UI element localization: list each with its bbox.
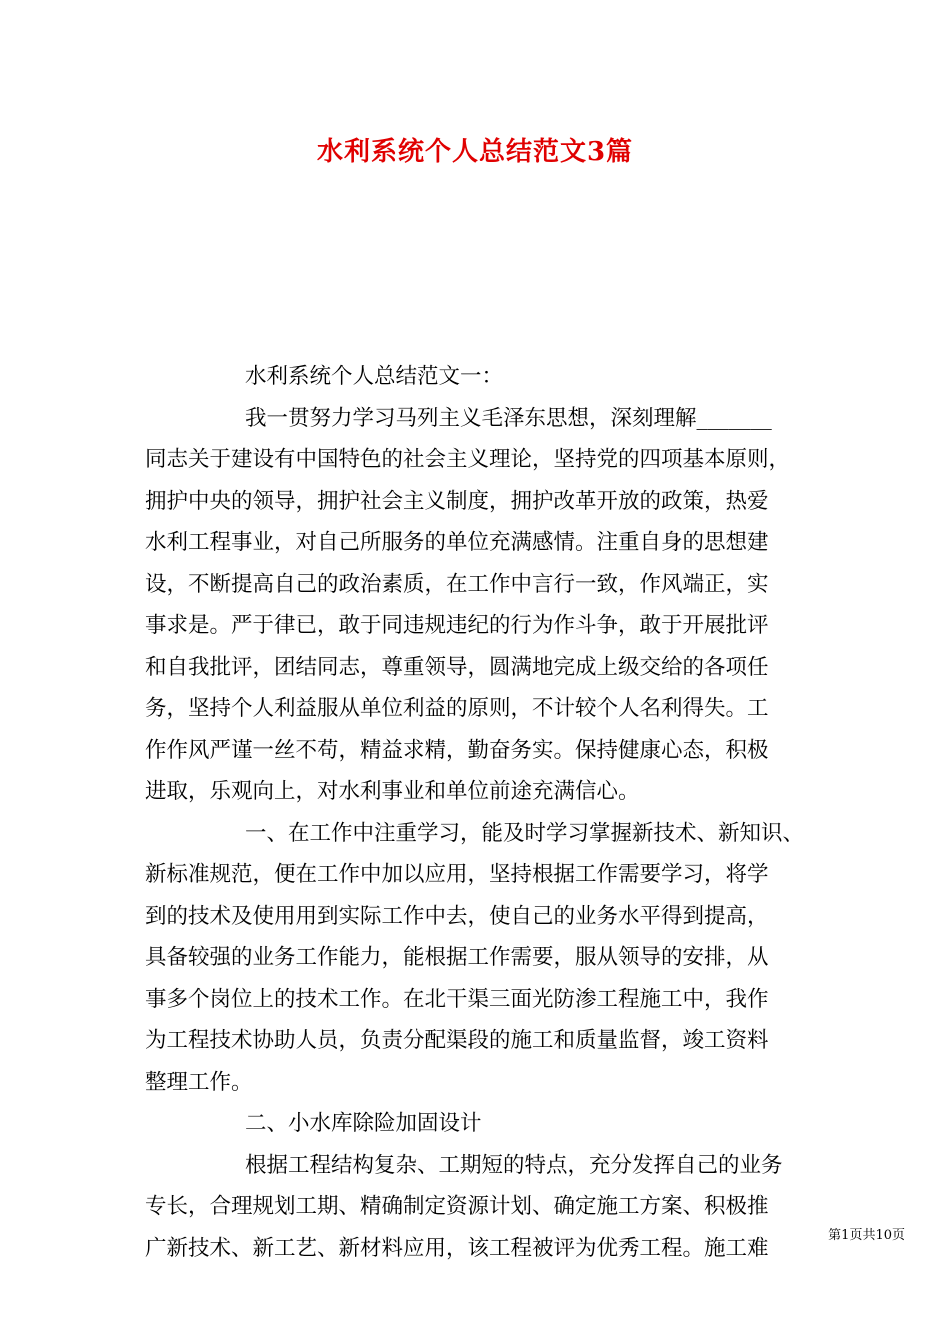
section-heading: 水利系统个人总结范文一：	[245, 364, 504, 389]
text-line: 我一贯努力学习马列主义毛泽东思想，深刻理解_______	[245, 405, 772, 431]
document-title: 水利系统个人总结范文3篇	[316, 137, 634, 167]
section-2-heading: 二、小水库除险加固设计	[245, 1111, 482, 1136]
page-number-footer: 第1页共10页	[828, 1228, 905, 1243]
text-line: 广新技术、新工艺、新材料应用，该工程被评为优秀工程。施工难	[145, 1235, 769, 1261]
paragraph-1	[145, 398, 813, 813]
text-line: 拥护中央的领导，拥护社会主义制度，拥护改革开放的政策，热爱	[145, 488, 769, 514]
text-line: 根据工程结构复杂、工期短的特点，充分发挥自己的业务	[245, 1152, 783, 1178]
text-line: 设，不断提高自己的政治素质，在工作中言行一致，作风端正，实	[145, 571, 769, 597]
text-line: 水利工程事业，对自己所服务的单位充满感情。注重自身的思想建	[145, 530, 769, 555]
text-line: 事求是。严于律已，敢于同违规违纪的行为作斗争，敢于开展批评	[145, 613, 769, 638]
text-line: 新标准规范，便在工作中加以应用，坚持根据工作需要学习，将学	[145, 862, 769, 887]
document-body	[145, 356, 813, 1269]
text-line: 务，坚持个人利益服从单位利益的原则，不计较个人名利得失。工	[145, 696, 769, 721]
text-line: 作作风严谨一丝不苟，精益求精，勤奋务实。保持健康心态，积极	[145, 737, 769, 763]
paragraph-2	[145, 813, 813, 1104]
text-line: 整理工作。	[145, 1069, 253, 1095]
text-line: 同志关于建设有中国特色的社会主义理论，坚持党的四项基本原则，	[145, 447, 791, 472]
text-line: 专长，合理规划工期、精确制定资源计划、确定施工方案、积极推	[145, 1194, 769, 1219]
paragraph-3	[145, 1145, 813, 1270]
text-line: 进取，乐观向上，对水利事业和单位前途充满信心。	[145, 779, 640, 804]
text-line: 和自我批评，团结同志，尊重领导，圆满地完成上级交给的各项任	[145, 654, 769, 680]
text-line: 一、在工作中注重学习，能及时学习掌握新技术、新知识、	[245, 820, 805, 846]
text-line: 为工程技术协助人员，负责分配渠段的施工和质量监督，竣工资料	[145, 1028, 769, 1053]
text-line: 到的技术及使用用到实际工作中去，使自己的业务水平得到提高，	[145, 903, 769, 929]
text-line: 具备较强的业务工作能力，能根据工作需要，服从领导的安排，从	[145, 945, 769, 970]
text-line: 事多个岗位上的技术工作。在北干渠三面光防渗工程施工中，我作	[145, 986, 769, 1012]
